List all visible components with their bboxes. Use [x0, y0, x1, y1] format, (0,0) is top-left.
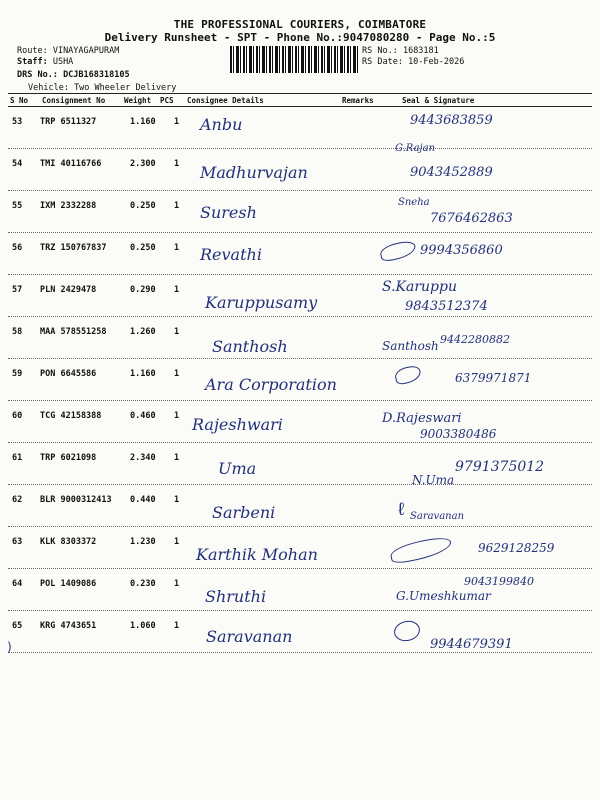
signature-scribble — [392, 619, 422, 644]
table-row: 63 KLK 8303372 1.230 1 Karthik Mohan 9629128259 — [0, 527, 600, 569]
receiver-phone: 7676462863 — [430, 211, 513, 226]
table-row: 61 TRP 6021098 2.340 1 Uma 9791375012 N.Uma — [0, 443, 600, 485]
table-row: 54 TMI 40116766 2.300 1 Madhurvajan G.Rajan 9043452889 — [0, 149, 600, 191]
rs-no-line: RS No.: 1683181 — [362, 46, 439, 56]
consignee-name: Ara Corporation — [205, 375, 337, 394]
table-row: 60 TCG 42158388 0.460 1 Rajeshwari D.Rajeswari 9003380486 — [0, 401, 600, 443]
receiver-phone: 9043199840 — [464, 575, 534, 588]
receiver-phone: 9994356860 — [420, 243, 503, 258]
table-row: 56 TRZ 150767837 0.250 1 Revathi 9994356860 — [0, 233, 600, 275]
consignee-name: Madhurvajan — [200, 163, 308, 182]
signature-scribble — [389, 535, 453, 565]
staff-line: Staff: USHA — [17, 57, 74, 67]
receiver-phone: 9003380486 — [420, 427, 497, 441]
company-title: THE PROFESSIONAL COURIERS, COIMBATORE — [173, 18, 427, 31]
consignee-name: Revathi — [200, 245, 262, 264]
rs-no-value: 1683181 — [402, 46, 439, 56]
col-sno: S No — [10, 96, 29, 105]
col-pcs: PCS — [160, 96, 174, 105]
receiver-phone: 9629128259 — [478, 541, 555, 555]
receiver-signature: Saravanan — [410, 511, 465, 522]
drs-value: DCJB168318105 — [63, 70, 130, 80]
table-row: 64 POL 1409086 0.230 1 Shruthi 9043199840 G.Umeshkumar — [0, 569, 600, 611]
vehicle-value: Two Wheeler Delivery — [74, 83, 177, 93]
table-row: 53 TRP 6511327 1.160 1 Anbu 9443683859 — [0, 107, 600, 149]
table-row: 57 PLN 2429478 0.290 1 Karuppusamy S.Karuppu 9843512374 — [0, 275, 600, 317]
header-rule-top — [8, 93, 592, 94]
staff-value: USHA — [52, 57, 74, 67]
col-weight: Weight — [124, 96, 152, 105]
receiver-signature: G.Rajan — [395, 143, 436, 154]
table-row: 59 PON 6645586 1.160 1 Ara Corporation 6379971871 — [0, 359, 600, 401]
table-row: 65 KRG 4743651 1.060 1 Saravanan 9944679391 — [0, 611, 600, 653]
receiver-signature: Sneha — [398, 197, 430, 208]
signature-mark-icon: ℓ — [396, 499, 407, 520]
margin-mark-icon: ) — [6, 640, 14, 654]
drs-line: DRS No.: DCJB168318105 — [17, 70, 130, 80]
route-value: VINAYAGAPURAM — [52, 46, 120, 56]
consignee-name: Santhosh — [212, 337, 288, 356]
receiver-phone: 9442280882 — [440, 333, 510, 346]
route-line: Route: VINAYAGAPURAM — [17, 46, 120, 56]
consignee-name: Anbu — [200, 115, 243, 134]
receiver-phone: 6379971871 — [455, 371, 532, 385]
barcode — [230, 46, 358, 73]
consignee-name: Uma — [218, 459, 257, 478]
table-row: 62 BLR 9000312413 0.440 1 Sarbeni ℓ Saravanan — [0, 485, 600, 527]
signature-scribble — [379, 239, 418, 262]
col-consignee: Consignee Details — [187, 96, 264, 105]
receiver-signature: D.Rajeswari — [382, 411, 462, 426]
receiver-signature: S.Karuppu — [382, 279, 457, 295]
consignee-name: Sarbeni — [212, 503, 276, 522]
consignee-name: Saravanan — [206, 627, 293, 646]
consignee-name: Karthik Mohan — [196, 545, 318, 564]
rs-date-value: 10-Feb-2026 — [408, 57, 465, 67]
consignee-name: Shruthi — [205, 587, 267, 606]
runsheet-title: Delivery Runsheet - SPT - Phone No.:9047080280 - Page No.:5 — [104, 31, 496, 44]
receiver-phone: 9944679391 — [430, 637, 513, 652]
consignee-name: Suresh — [200, 203, 257, 222]
table-row: 58 MAA 578551258 1.260 1 Santhosh Santhosh 9442280882 — [0, 317, 600, 359]
signature-scribble — [394, 364, 423, 385]
receiver-signature: N.Uma — [412, 473, 455, 487]
receiver-phone: 9791375012 — [455, 459, 545, 475]
vehicle-line: Vehicle: Two Wheeler Delivery — [28, 83, 177, 93]
col-remarks: Remarks — [342, 96, 374, 105]
table-row: 55 IXM 2332288 0.250 1 Suresh Sneha 7676462863 — [0, 191, 600, 233]
receiver-signature: G.Umeshkumar — [396, 589, 491, 603]
receiver-signature: Santhosh — [382, 339, 439, 353]
col-consignment: Consignment No — [42, 96, 106, 105]
rs-date-line: RS Date: 10-Feb-2026 — [362, 57, 465, 67]
receiver-phone: 9043452889 — [410, 165, 493, 180]
receiver-phone: 9443683859 — [410, 113, 493, 128]
col-seal-signature: Seal & Signature — [402, 96, 475, 105]
consignee-name: Karuppusamy — [205, 293, 318, 312]
receiver-phone: 9843512374 — [405, 299, 488, 314]
consignee-name: Rajeshwari — [192, 415, 283, 434]
